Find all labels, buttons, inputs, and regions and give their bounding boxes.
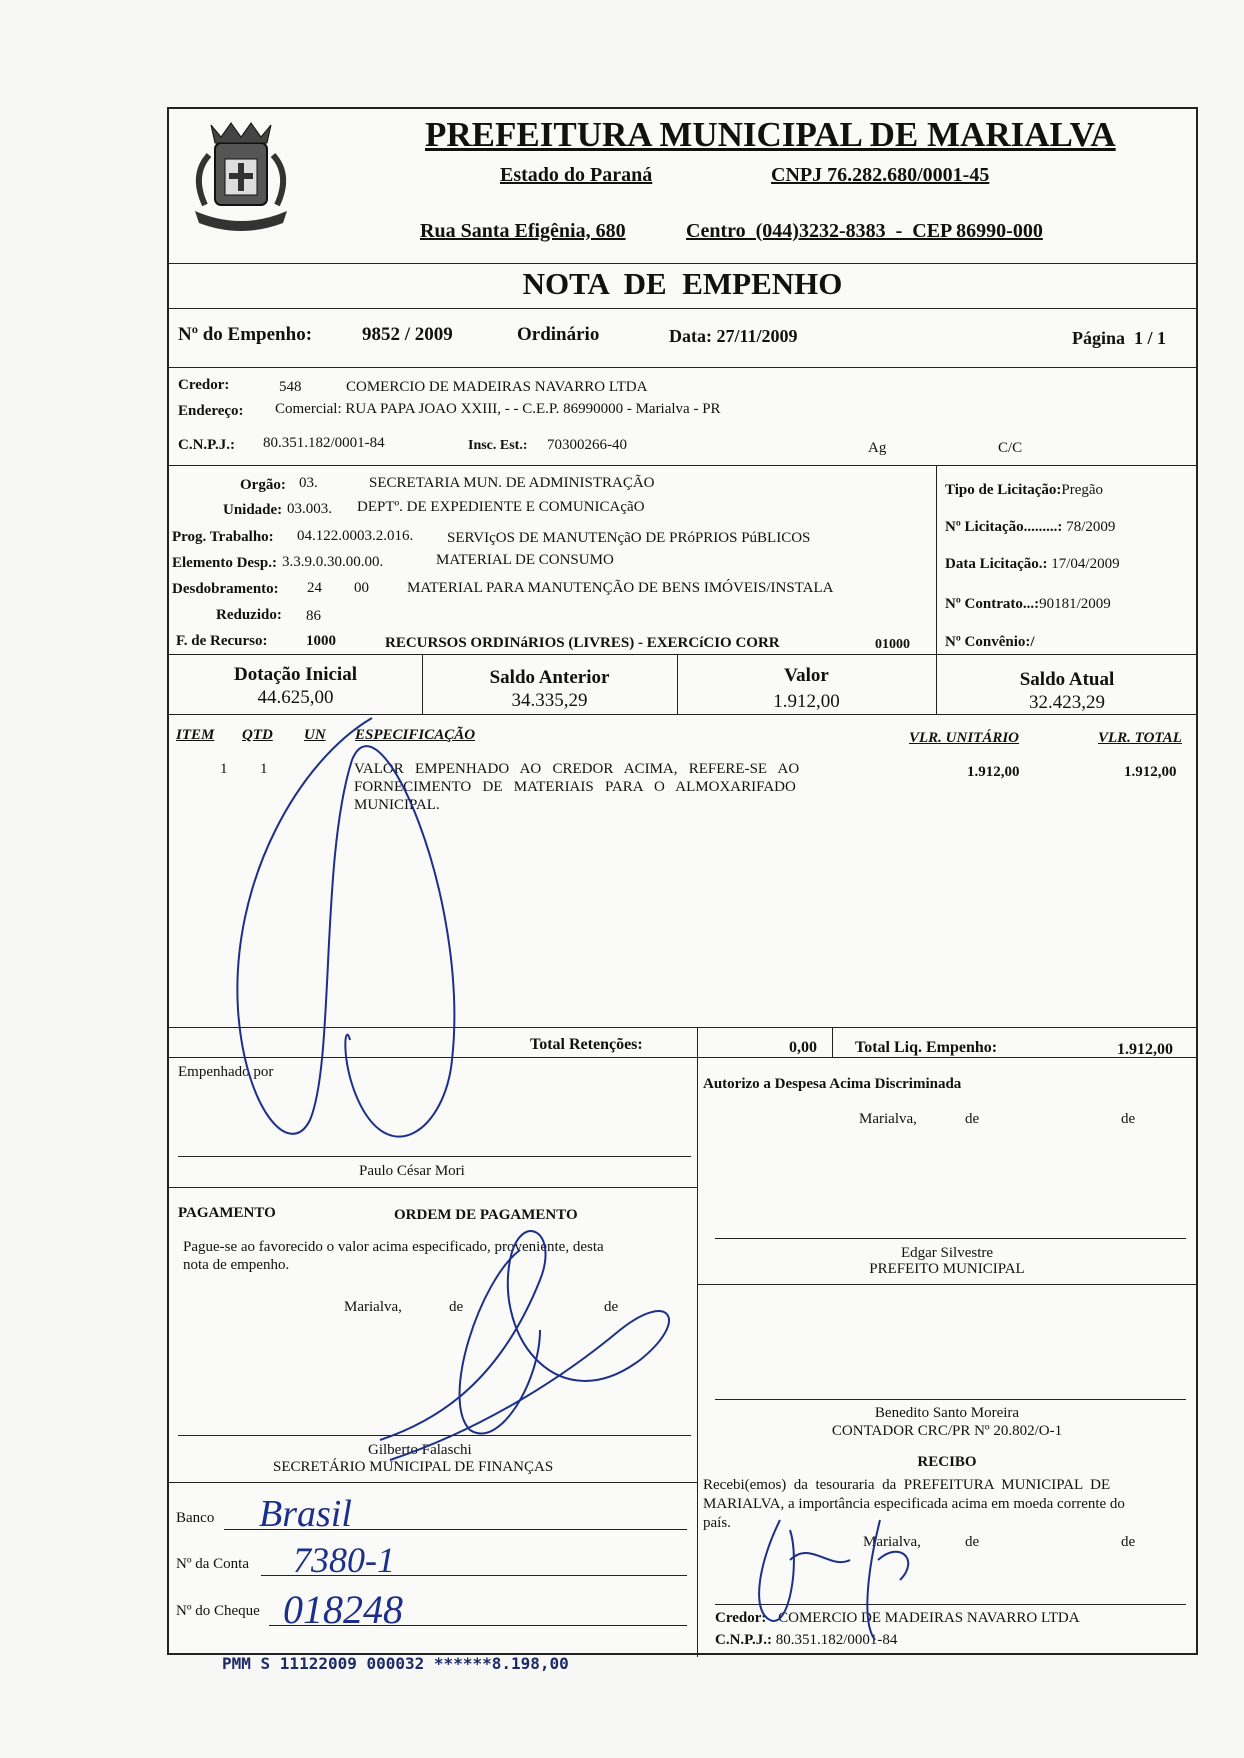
ie-label: Insc. Est.:	[468, 438, 528, 453]
empenho-form	[167, 107, 1198, 1655]
unidade-label: Unidade:	[223, 502, 283, 518]
header-street: Rua Santa Efigênia, 680	[420, 220, 626, 242]
credor-code: 548	[279, 379, 302, 395]
pagamento-text-line1: Pague-se ao favorecido o valor acima especificado, proveniente, desta	[183, 1239, 604, 1255]
agency-label: Ag	[868, 440, 887, 456]
conta-handwritten: 7380-1	[293, 1540, 395, 1580]
licitacao-number	[945, 519, 1115, 536]
header-cnpj: CNPJ 76.282.680/0001-45	[771, 164, 990, 186]
row-item: 1	[220, 761, 228, 777]
desdobramento-a: 24	[307, 580, 322, 596]
recibo-cnpj-label: C.N.P.J.:	[715, 1632, 772, 1648]
pagamento-de2: de	[604, 1299, 619, 1315]
autorizo-de1: de	[965, 1111, 980, 1127]
row-qtd: 1	[260, 761, 268, 777]
elemento-code: 3.3.9.0.30.00.00.	[282, 554, 384, 570]
empenhado-signer: Paulo César Mori	[359, 1163, 465, 1179]
credor-name: COMERCIO DE MADEIRAS NAVARRO LTDA	[346, 379, 648, 395]
cnpj-label: C.N.P.J.:	[178, 437, 235, 453]
row-total-value: 1.912,00	[1124, 764, 1177, 780]
orgao-code: 03.	[299, 475, 318, 491]
licitacao-type	[945, 482, 1103, 499]
unidade-code: 03.003.	[287, 501, 332, 517]
col-spec: ESPECIFICAÇÃO	[355, 727, 476, 743]
pagamento-text-line2: nota de empenho.	[183, 1257, 290, 1273]
cnpj-value: 80.351.182/0001-84	[263, 435, 385, 451]
saldo-anterior-label: Saldo Anterior	[489, 667, 610, 688]
ie-value: 70300266-40	[547, 437, 627, 453]
pagamento-signer-role: SECRETÁRIO MUNICIPAL DE FINANÇAS	[273, 1459, 554, 1475]
empenho-page: Página 1 / 1	[1072, 328, 1167, 348]
recibo-credor-name: COMERCIO DE MADEIRAS NAVARRO LTDA	[778, 1610, 1080, 1626]
empenho-number: 9852 / 2009	[362, 324, 453, 345]
row-spec-line2: FORNECIMENTO DE MATERIAIS PARA O ALMOXARIFADO	[354, 779, 796, 795]
elemento-label: Elemento Desp.:	[172, 555, 277, 571]
pagamento-place: Marialva,	[344, 1299, 402, 1315]
autorizo-de2: de	[1121, 1111, 1136, 1127]
recibo-place: Marialva,	[863, 1534, 921, 1550]
licitacao-date-label: Data Licitação.:	[945, 556, 1048, 572]
retencoes-label: Total Retenções:	[530, 1036, 643, 1053]
banco-handwritten: Brasil	[259, 1493, 352, 1535]
recibo-credor	[715, 1610, 1080, 1627]
recibo-text-line1: Recebi(emos) da tesouraria da PREFEITURA MUNICIPAL DE	[703, 1477, 1111, 1493]
contrato-label: Nº Contrato...:	[945, 596, 1040, 612]
saldo-anterior-value: 34.335,29	[511, 690, 588, 711]
convenio-label: Nº Convênio:/	[945, 634, 1035, 650]
desdobramento-label: Desdobramento:	[172, 581, 279, 597]
contrato-value: 90181/2009	[1039, 596, 1111, 612]
pagamento-de1: de	[449, 1299, 464, 1315]
saldo-atual-value: 32.423,29	[1029, 692, 1105, 713]
desdobramento-name: MATERIAL PARA MANUTENÇÃO DE BENS IMÓVEIS/INSTALA	[407, 580, 834, 596]
reduzido-value: 86	[306, 608, 321, 624]
retencoes-value: 0,00	[789, 1039, 817, 1056]
row-unit-value: 1.912,00	[967, 764, 1020, 780]
licitacao-type-value: Pregão	[1061, 482, 1104, 498]
empenho-date: Data: 27/11/2009	[669, 326, 798, 346]
recibo-de1: de	[965, 1534, 980, 1550]
recurso-code: 1000	[306, 633, 336, 649]
dotacao-label: Dotação Inicial	[234, 664, 357, 685]
orgao-name: SECRETARIA MUN. DE ADMINISTRAÇÃO	[369, 475, 655, 491]
col-qtd: QTD	[242, 727, 273, 743]
col-item: ITEM	[176, 727, 215, 743]
col-un: UN	[304, 727, 326, 743]
pagamento-label: PAGAMENTO	[178, 1205, 276, 1221]
contrato	[945, 596, 1111, 613]
empenho-type: Ordinário	[517, 324, 600, 345]
recibo-title: RECIBO	[917, 1454, 977, 1470]
header-title: PREFEITURA MUNICIPAL DE MARIALVA	[425, 115, 1116, 154]
banco-label: Banco	[176, 1510, 215, 1526]
licitacao-date	[945, 556, 1120, 573]
row-spec-line1: VALOR EMPENHADO AO CREDOR ACIMA, REFERE-SE AO	[354, 761, 800, 777]
footer-stamp: PMM S 11122009 000032 ******8.198,00	[222, 1654, 569, 1673]
liquido-value: 1.912,00	[1117, 1041, 1173, 1058]
recurso-name: RECURSOS ORDINáRIOS (LIVRES) - EXERCíCIO CORR	[385, 635, 780, 651]
address-value: Comercial: RUA PAPA JOAO XXIII, - - C.E.P. 86990000 - Marialva - PR	[275, 401, 721, 417]
prog-code: 04.122.0003.2.016.	[297, 528, 414, 544]
document-title: NOTA DE EMPENHO	[522, 266, 843, 301]
recibo-de2: de	[1121, 1534, 1136, 1550]
pagamento-signer-name: Gilberto Falaschi	[368, 1442, 472, 1458]
licitacao-number-label: Nº Licitação.........:	[945, 519, 1063, 535]
prog-name: SERVIçOS DE MANUTENçãO DE PRóPRIOS PúBLICOS	[447, 530, 811, 546]
col-unit-value: VLR. UNITÁRIO	[909, 730, 1020, 746]
ordem-pagamento-title: ORDEM DE PAGAMENTO	[394, 1207, 578, 1223]
credor-label: Credor:	[178, 377, 230, 393]
licitacao-date-value: 17/04/2009	[1051, 556, 1120, 572]
col-total-value: VLR. TOTAL	[1098, 730, 1182, 746]
header-state: Estado do Paraná	[500, 164, 653, 186]
elemento-name: MATERIAL DE CONSUMO	[436, 552, 614, 568]
reduzido-label: Reduzido:	[216, 607, 282, 623]
dotacao-value: 44.625,00	[257, 687, 334, 708]
recibo-text-line3: país.	[703, 1515, 731, 1531]
autorizo-signer-role: PREFEITO MUNICIPAL	[869, 1261, 1025, 1277]
contador-signer-name: Benedito Santo Moreira	[874, 1405, 1020, 1421]
desdobramento-b: 00	[354, 580, 369, 596]
empenhado-label: Empenhado por	[178, 1064, 274, 1080]
cheque-label: Nº do Cheque	[176, 1603, 260, 1619]
recurso-label: F. de Recurso:	[176, 633, 268, 649]
autorizo-signer-name: Edgar Silvestre	[900, 1245, 994, 1261]
recibo-text-line2: MARIALVA, a importância especificada acima em moeda corrente do	[703, 1496, 1125, 1512]
saldo-atual-label: Saldo Atual	[1019, 669, 1115, 690]
conta-label: Nº da Conta	[176, 1556, 249, 1572]
contador-signer-role: CONTADOR CRC/PR Nº 20.802/O-1	[831, 1423, 1063, 1439]
autorizo-place: Marialva,	[859, 1111, 917, 1127]
cheque-handwritten: 018248	[283, 1587, 403, 1632]
recibo-cnpj	[715, 1632, 897, 1649]
account-label: C/C	[998, 440, 1023, 456]
licitacao-type-label: Tipo de Licitação:	[945, 482, 1062, 498]
liquido-label: Total Liq. Empenho:	[855, 1039, 998, 1056]
valor-label: Valor	[784, 665, 829, 686]
recurso-sub: 01000	[875, 637, 910, 652]
autorizo-label: Autorizo a Despesa Acima Discriminada	[703, 1076, 962, 1092]
header-contact: Centro (044)3232-8383 - CEP 86990-000	[686, 220, 1043, 242]
municipal-crest-icon	[181, 115, 301, 235]
prog-label: Prog. Trabalho:	[172, 529, 274, 545]
recibo-credor-label: Credor:	[715, 1610, 767, 1626]
row-spec-line3: MUNICIPAL.	[354, 797, 440, 813]
licitacao-number-value: 78/2009	[1066, 519, 1116, 535]
valor-value: 1.912,00	[773, 691, 840, 712]
orgao-label: Orgão:	[240, 477, 286, 493]
recibo-cnpj-value: 80.351.182/0001-84	[775, 1632, 898, 1648]
address-label: Endereço:	[178, 403, 244, 419]
empenho-number-label: Nº do Empenho:	[178, 324, 313, 345]
unidade-name: DEPTº. DE EXPEDIENTE E COMUNICAçãO	[357, 499, 645, 515]
